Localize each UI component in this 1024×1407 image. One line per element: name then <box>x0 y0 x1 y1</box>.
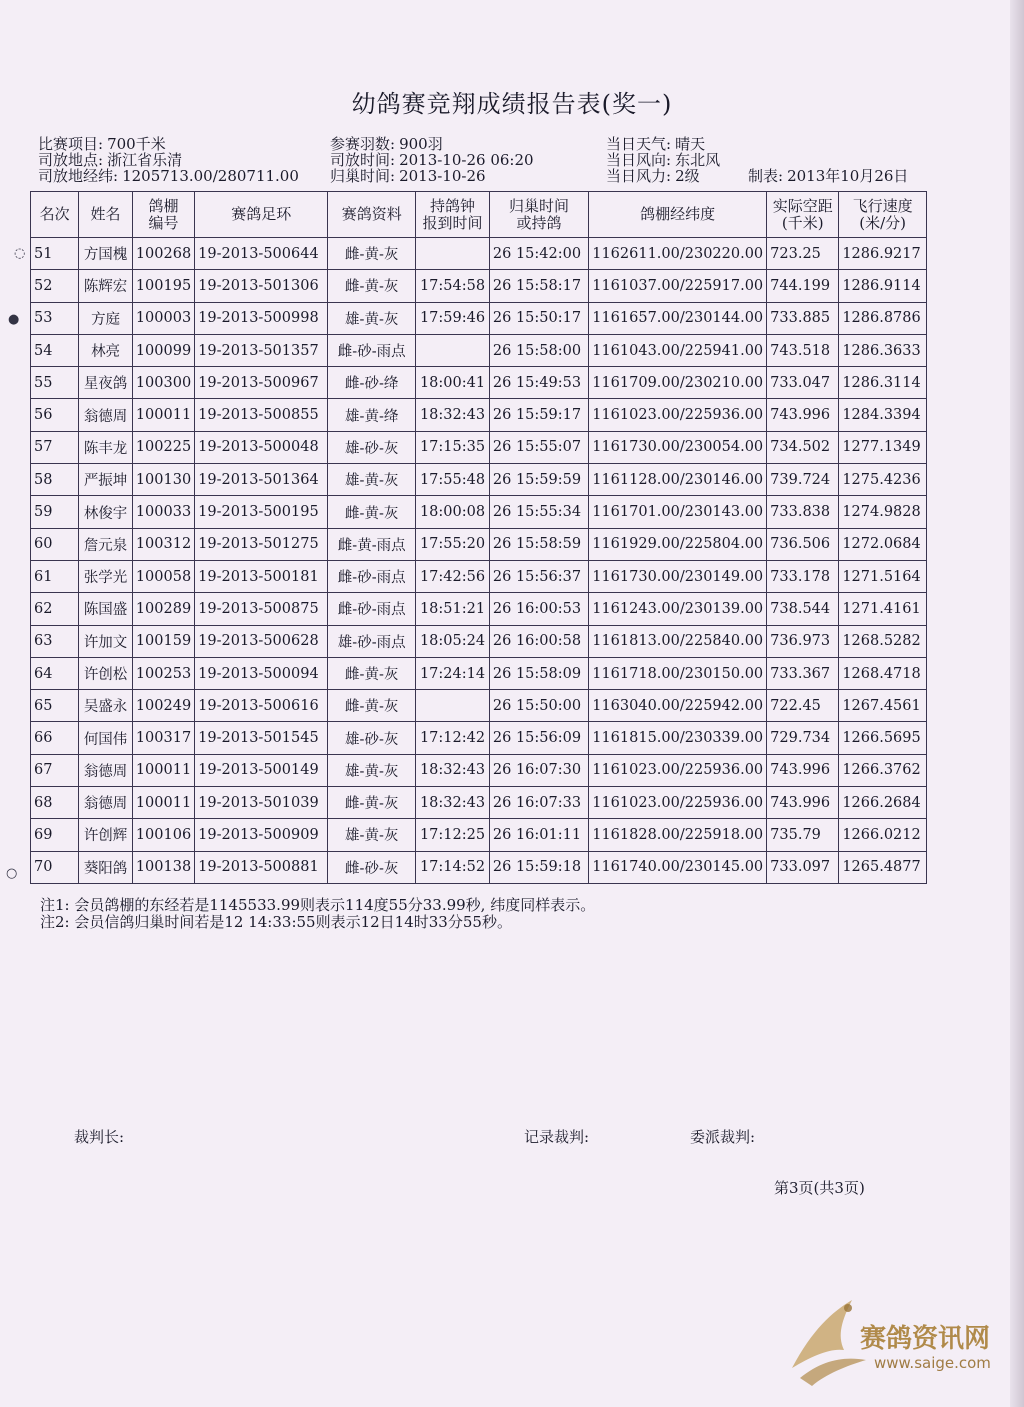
table-cell: 雄-黄-灰 <box>328 464 416 496</box>
table-cell: 65 <box>31 690 79 722</box>
table-cell: 吴盛永 <box>79 690 133 722</box>
table-cell: 64 <box>31 657 79 689</box>
table-cell: 100011 <box>132 754 194 786</box>
table-cell: 26 15:58:00 <box>489 334 588 366</box>
table-cell: 张学光 <box>79 560 133 592</box>
table-cell: 733.178 <box>767 560 839 592</box>
table-cell: 1161043.00/225941.00 <box>589 334 767 366</box>
table-cell: 方庭 <box>79 302 133 334</box>
table-cell: 1274.9828 <box>839 496 927 528</box>
table-cell: 雄-砂-灰 <box>328 431 416 463</box>
table-cell: 1271.4161 <box>839 593 927 625</box>
info-made-date: 制表: 2013年10月26日 <box>748 167 909 185</box>
table-row <box>31 431 927 463</box>
table-cell: 62 <box>31 593 79 625</box>
table-cell: 100317 <box>132 722 194 754</box>
table-cell: 26 16:07:30 <box>489 754 588 786</box>
table-cell: 70 <box>31 851 79 883</box>
table-cell: 723.25 <box>767 238 839 270</box>
table-cell: 1161657.00/230144.00 <box>589 302 767 334</box>
table-cell: 陈国盛 <box>79 593 133 625</box>
table-cell: 雌-砂-雨点 <box>328 560 416 592</box>
table-cell: 1163040.00/225942.00 <box>589 690 767 722</box>
table-cell: 18:00:08 <box>416 496 490 528</box>
table-cell: 722.45 <box>767 690 839 722</box>
table-cell: 星夜鸽 <box>79 367 133 399</box>
table-cell: 葵阳鸽 <box>79 851 133 883</box>
watermark-url: www.saige.com <box>874 1354 991 1372</box>
table-cell: 1286.3114 <box>839 367 927 399</box>
table-cell: 雄-黄-灰 <box>328 754 416 786</box>
table-row <box>31 302 927 334</box>
info-project: 比赛项目: 700千米 <box>38 135 166 153</box>
table-cell: 19-2013-500195 <box>195 496 328 528</box>
table-cell: 26 15:58:59 <box>489 528 588 560</box>
table-header-row <box>31 192 927 238</box>
page-number: 第3页(共3页) <box>774 1179 865 1197</box>
table-cell: 19-2013-500644 <box>195 238 328 270</box>
table-cell: 100268 <box>132 238 194 270</box>
table-cell: 雌-砂-绛 <box>328 367 416 399</box>
info-return: 归巢时间: 2013-10-26 <box>330 167 486 185</box>
table-cell: 1161828.00/225918.00 <box>589 819 767 851</box>
table-row <box>31 270 927 302</box>
table-cell: 1161740.00/230145.00 <box>589 851 767 883</box>
table-cell: 100138 <box>132 851 194 883</box>
table-cell: 1161929.00/225804.00 <box>589 528 767 560</box>
table-cell: 1161730.00/230149.00 <box>589 560 767 592</box>
table-cell: 729.734 <box>767 722 839 754</box>
info-count: 参赛羽数: 900羽 <box>330 135 443 153</box>
table-cell: 17:12:42 <box>416 722 490 754</box>
table-row <box>31 787 927 819</box>
table-cell: 1161023.00/225936.00 <box>589 399 767 431</box>
table-cell: 26 15:42:00 <box>489 238 588 270</box>
info-place: 司放地点: 浙江省乐清 <box>38 151 183 169</box>
table-row <box>31 593 927 625</box>
table-cell: 1161023.00/225936.00 <box>589 754 767 786</box>
table-cell: 1265.4877 <box>839 851 927 883</box>
table-cell: 1161037.00/225917.00 <box>589 270 767 302</box>
table-cell: 1161709.00/230210.00 <box>589 367 767 399</box>
table-cell: 26 15:56:09 <box>489 722 588 754</box>
table-cell <box>416 238 490 270</box>
table-cell: 59 <box>31 496 79 528</box>
table-cell: 55 <box>31 367 79 399</box>
table-cell: 19-2013-500881 <box>195 851 328 883</box>
table-cell: 翁德周 <box>79 787 133 819</box>
table-cell: 68 <box>31 787 79 819</box>
table-cell: 100130 <box>132 464 194 496</box>
table-cell: 雌-黄-灰 <box>328 657 416 689</box>
table-cell: 1271.5164 <box>839 560 927 592</box>
table-cell: 743.996 <box>767 399 839 431</box>
table-cell: 1161718.00/230150.00 <box>589 657 767 689</box>
table-row <box>31 367 927 399</box>
table-cell: 17:14:52 <box>416 851 490 883</box>
table-cell: 57 <box>31 431 79 463</box>
table-cell: 100300 <box>132 367 194 399</box>
info-weather: 当日天气: 晴天 <box>606 135 706 153</box>
table-cell: 1161813.00/225840.00 <box>589 625 767 657</box>
table-cell: 26 15:58:09 <box>489 657 588 689</box>
table-cell: 19-2013-500616 <box>195 690 328 722</box>
report-title: 幼鸽赛竞翔成绩报告表(奖一) <box>351 90 673 118</box>
table-cell: 26 15:50:17 <box>489 302 588 334</box>
table-cell: 陈丰龙 <box>79 431 133 463</box>
table-cell: 54 <box>31 334 79 366</box>
table-cell: 1266.0212 <box>839 819 927 851</box>
table-cell: 736.506 <box>767 528 839 560</box>
table-cell: 100312 <box>132 528 194 560</box>
table-cell: 林亮 <box>79 334 133 366</box>
table-row <box>31 851 927 883</box>
table-cell: 雄-砂-雨点 <box>328 625 416 657</box>
table-row <box>31 754 927 786</box>
column-header: 名次 <box>31 192 79 238</box>
table-cell: 翁德周 <box>79 399 133 431</box>
table-cell: 许创辉 <box>79 819 133 851</box>
table-cell: 翁德周 <box>79 754 133 786</box>
table-cell: 19-2013-501357 <box>195 334 328 366</box>
table-cell: 17:54:58 <box>416 270 490 302</box>
table-cell: 100011 <box>132 399 194 431</box>
watermark-brand: 赛鸽资讯网 <box>860 1324 991 1354</box>
table-cell: 733.097 <box>767 851 839 883</box>
column-header: 鸽棚经纬度 <box>589 192 767 238</box>
table-cell: 方国槐 <box>79 238 133 270</box>
table-cell: 100225 <box>132 431 194 463</box>
table-cell: 744.199 <box>767 270 839 302</box>
table-cell: 1268.5282 <box>839 625 927 657</box>
table-cell: 26 15:59:18 <box>489 851 588 883</box>
table-cell: 17:15:35 <box>416 431 490 463</box>
table-cell: 61 <box>31 560 79 592</box>
table-cell: 19-2013-500181 <box>195 560 328 592</box>
scan-edge <box>1010 0 1024 1407</box>
table-cell: 26 15:58:17 <box>489 270 588 302</box>
table-row <box>31 496 927 528</box>
table-cell: 雌-黄-灰 <box>328 690 416 722</box>
table-cell: 詹元泉 <box>79 528 133 560</box>
table-cell: 26 15:50:00 <box>489 690 588 722</box>
table-cell: 19-2013-500909 <box>195 819 328 851</box>
table-cell: 17:12:25 <box>416 819 490 851</box>
table-cell: 1272.0684 <box>839 528 927 560</box>
table-cell: 1286.9114 <box>839 270 927 302</box>
table-cell: 743.996 <box>767 754 839 786</box>
table-row <box>31 464 927 496</box>
table-cell: 69 <box>31 819 79 851</box>
table-cell: 53 <box>31 302 79 334</box>
table-cell: 100099 <box>132 334 194 366</box>
table-cell: 733.838 <box>767 496 839 528</box>
table-cell: 严振坤 <box>79 464 133 496</box>
info-wind-force: 当日风力: 2级 <box>606 167 700 185</box>
table-cell: 1266.5695 <box>839 722 927 754</box>
table-cell: 26 15:49:53 <box>489 367 588 399</box>
table-cell: 735.79 <box>767 819 839 851</box>
table-cell: 雌-黄-灰 <box>328 496 416 528</box>
table-cell: 19-2013-500048 <box>195 431 328 463</box>
signature-appointed: 委派裁判: <box>690 1128 756 1146</box>
table-cell: 17:24:14 <box>416 657 490 689</box>
table-cell: 100011 <box>132 787 194 819</box>
table-cell: 100106 <box>132 819 194 851</box>
table-cell: 18:32:43 <box>416 399 490 431</box>
table-cell: 陈辉宏 <box>79 270 133 302</box>
table-cell: 100249 <box>132 690 194 722</box>
table-row <box>31 238 927 270</box>
table-cell: 雌-砂-灰 <box>328 851 416 883</box>
column-header: 姓名 <box>79 192 133 238</box>
margin-mark: ◌ <box>14 246 26 261</box>
table-cell: 1266.2684 <box>839 787 927 819</box>
table-cell: 19-2013-500875 <box>195 593 328 625</box>
signature-recorder: 记录裁判: <box>524 1128 590 1146</box>
table-cell: 1161815.00/230339.00 <box>589 722 767 754</box>
table-row <box>31 528 927 560</box>
table-cell: 18:00:41 <box>416 367 490 399</box>
table-cell: 1266.3762 <box>839 754 927 786</box>
table-cell: 19-2013-500998 <box>195 302 328 334</box>
table-cell: 26 15:56:37 <box>489 560 588 592</box>
table-cell: 17:42:56 <box>416 560 490 592</box>
margin-mark: ● <box>8 312 20 327</box>
table-cell: 26 15:59:59 <box>489 464 588 496</box>
table-cell: 1161701.00/230143.00 <box>589 496 767 528</box>
table-cell: 60 <box>31 528 79 560</box>
table-cell: 100159 <box>132 625 194 657</box>
table-cell: 1277.1349 <box>839 431 927 463</box>
table-cell: 26 16:00:58 <box>489 625 588 657</box>
table-cell: 100289 <box>132 593 194 625</box>
table-cell: 雌-黄-灰 <box>328 270 416 302</box>
table-cell: 19-2013-500149 <box>195 754 328 786</box>
table-cell: 19-2013-501039 <box>195 787 328 819</box>
table-cell: 19-2013-500094 <box>195 657 328 689</box>
table-cell: 733.367 <box>767 657 839 689</box>
table-cell: 林俊宇 <box>79 496 133 528</box>
table-body <box>31 238 927 884</box>
table-cell: 100003 <box>132 302 194 334</box>
table-cell: 733.885 <box>767 302 839 334</box>
table-cell: 雌-砂-雨点 <box>328 334 416 366</box>
table-cell: 许创松 <box>79 657 133 689</box>
signature-chief: 裁判长: <box>74 1128 125 1146</box>
table-cell: 19-2013-501306 <box>195 270 328 302</box>
table-cell: 100033 <box>132 496 194 528</box>
results-table <box>30 191 927 884</box>
table-row <box>31 334 927 366</box>
table-cell: 19-2013-501364 <box>195 464 328 496</box>
table-cell: 743.518 <box>767 334 839 366</box>
table-cell: 736.973 <box>767 625 839 657</box>
table-cell: 17:55:20 <box>416 528 490 560</box>
table-row <box>31 690 927 722</box>
table-row <box>31 657 927 689</box>
table-cell: 雌-砂-雨点 <box>328 593 416 625</box>
column-header: 归巢时间 或持鸽 <box>489 192 588 238</box>
column-header: 鸽棚 编号 <box>132 192 194 238</box>
table-row <box>31 819 927 851</box>
table-cell: 743.996 <box>767 787 839 819</box>
table-cell: 1162611.00/230220.00 <box>589 238 767 270</box>
table-cell: 66 <box>31 722 79 754</box>
watermark-logo <box>782 1290 1012 1390</box>
table-cell <box>416 690 490 722</box>
table-cell: 739.724 <box>767 464 839 496</box>
table-cell: 52 <box>31 270 79 302</box>
table-cell: 1284.3394 <box>839 399 927 431</box>
table-cell: 26 16:07:33 <box>489 787 588 819</box>
column-header: 赛鸽资料 <box>328 192 416 238</box>
table-cell: 733.047 <box>767 367 839 399</box>
table-cell: 26 16:01:11 <box>489 819 588 851</box>
table-row <box>31 560 927 592</box>
table-cell: 19-2013-500855 <box>195 399 328 431</box>
table-cell: 100253 <box>132 657 194 689</box>
table-cell: 雄-黄-绛 <box>328 399 416 431</box>
table-cell: 17:59:46 <box>416 302 490 334</box>
table-cell: 51 <box>31 238 79 270</box>
table-cell: 雌-黄-雨点 <box>328 528 416 560</box>
table-cell: 58 <box>31 464 79 496</box>
notes <box>40 897 595 931</box>
table-cell: 雌-黄-灰 <box>328 787 416 819</box>
table-cell: 1267.4561 <box>839 690 927 722</box>
table-cell: 1161243.00/230139.00 <box>589 593 767 625</box>
table-cell: 26 15:55:07 <box>489 431 588 463</box>
pigeon-logo-icon <box>782 1290 872 1390</box>
table-cell: 1161730.00/230054.00 <box>589 431 767 463</box>
table-cell: 雌-黄-灰 <box>328 238 416 270</box>
table-cell: 19-2013-500628 <box>195 625 328 657</box>
table-cell: 19-2013-501275 <box>195 528 328 560</box>
table-cell: 56 <box>31 399 79 431</box>
table-cell: 1268.4718 <box>839 657 927 689</box>
table-cell: 雄-黄-灰 <box>328 302 416 334</box>
note-1: 注1: 会员鸽棚的东经若是1145533.99则表示114度55分33.99秒, 纬度同样表示。 <box>40 896 596 914</box>
table-row <box>31 722 927 754</box>
table-cell: 26 15:55:34 <box>489 496 588 528</box>
table-cell: 1286.9217 <box>839 238 927 270</box>
info-coords: 司放地经纬: 1205713.00/280711.00 <box>38 167 299 185</box>
table-cell: 许加文 <box>79 625 133 657</box>
table-cell: 雄-黄-灰 <box>328 819 416 851</box>
column-header: 飞行速度 (米/分) <box>839 192 927 238</box>
table-cell: 何国伟 <box>79 722 133 754</box>
table-cell: 18:32:43 <box>416 787 490 819</box>
table-cell: 1286.3633 <box>839 334 927 366</box>
table-cell: 1275.4236 <box>839 464 927 496</box>
table-cell: 67 <box>31 754 79 786</box>
table-cell: 738.544 <box>767 593 839 625</box>
table-cell: 18:51:21 <box>416 593 490 625</box>
table-cell: 100195 <box>132 270 194 302</box>
table-cell: 26 15:59:17 <box>489 399 588 431</box>
table-cell <box>416 334 490 366</box>
table-cell: 63 <box>31 625 79 657</box>
table-cell: 26 16:00:53 <box>489 593 588 625</box>
table-cell: 1161023.00/225936.00 <box>589 787 767 819</box>
table-row <box>31 625 927 657</box>
column-header: 赛鸽足环 <box>195 192 328 238</box>
table-cell: 17:55:48 <box>416 464 490 496</box>
table-cell: 19-2013-501545 <box>195 722 328 754</box>
table-cell: 1286.8786 <box>839 302 927 334</box>
column-header: 持鸽钟 报到时间 <box>416 192 490 238</box>
table-cell: 19-2013-500967 <box>195 367 328 399</box>
info-wind-direction: 当日风向: 东北风 <box>606 151 721 169</box>
table-cell: 734.502 <box>767 431 839 463</box>
note-2: 注2: 会员信鸽归巢时间若是12 14:33:55则表示12日14时33分55秒。 <box>40 913 512 931</box>
table-cell: 1161128.00/230146.00 <box>589 464 767 496</box>
table-cell: 18:05:24 <box>416 625 490 657</box>
column-header: 实际空距 (千米) <box>767 192 839 238</box>
table-cell: 100058 <box>132 560 194 592</box>
table-cell: 雄-砂-灰 <box>328 722 416 754</box>
margin-mark: ○ <box>6 866 18 881</box>
info-release: 司放时间: 2013-10-26 06:20 <box>330 151 534 169</box>
table-row <box>31 399 927 431</box>
table-cell: 18:32:43 <box>416 754 490 786</box>
